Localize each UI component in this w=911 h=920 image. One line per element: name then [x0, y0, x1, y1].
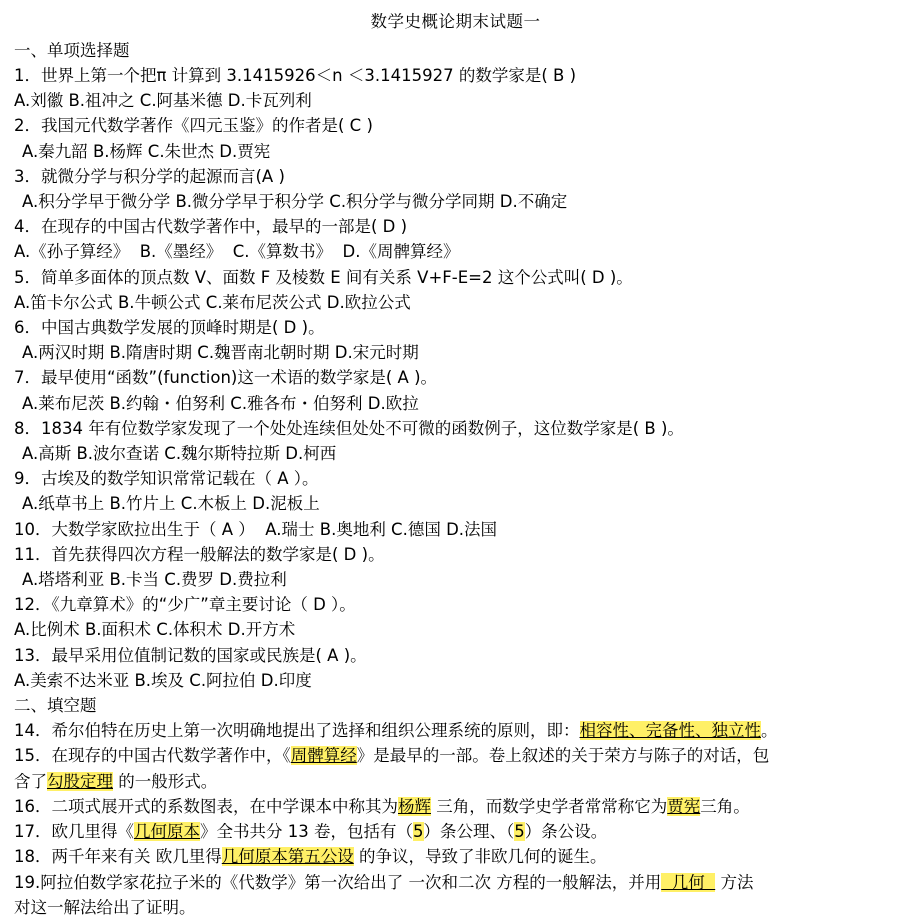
text-run: 2．我国元代数学著作《四元玉鉴》的作者是( C ) — [14, 116, 373, 136]
document-page — [0, 12, 911, 917]
text-run: A.比例术 B.面积术 C.体积术 D.开方术 — [14, 620, 296, 640]
text-run: A.笛卡尔公式 B.牛顿公式 C.莱布尼茨公式 D.欧拉公式 — [14, 292, 411, 312]
document-line — [14, 239, 897, 264]
document-line — [14, 466, 897, 491]
document-line — [14, 517, 897, 542]
highlighted-answer: 周髀算经 — [290, 746, 357, 766]
document-line — [14, 491, 897, 516]
text-run: 16．二项式展开式的系数图表，在中学课本中称其为 — [14, 796, 398, 816]
document-line — [14, 794, 897, 819]
document-line — [14, 567, 897, 592]
document-body — [0, 38, 911, 920]
text-run: 10．大数学家欧拉出生于（ A ） A.瑞士 B.奥地利 C.德国 D.法国 — [14, 519, 498, 539]
text-run: A.积分学早于微分学 B.微分学早于积分学 C.积分学与微分学同期 D.不确定 — [22, 192, 568, 212]
document-line — [14, 63, 897, 88]
document-line — [14, 340, 897, 365]
text-run: A.莱布尼茨 B.约翰・伯努利 C.雅各布・伯努利 D.欧拉 — [22, 393, 419, 413]
text-run: 3．就微分学与积分学的起源而言(A ) — [14, 166, 285, 186]
document-line — [14, 214, 897, 239]
text-run: 8．1834 年有位数学家发现了一个处处连续但处处不可微的函数例子，这位数学家是( B )。 — [14, 418, 684, 438]
text-run: 三角。 — [700, 796, 750, 816]
document-line — [14, 718, 897, 743]
document-line — [14, 391, 897, 416]
text-run: ）条公理、（ — [423, 822, 515, 842]
document-line — [14, 265, 897, 290]
document-line — [14, 315, 897, 340]
document-line — [14, 139, 897, 164]
text-run: 方法 — [715, 872, 754, 892]
document-line — [14, 164, 897, 189]
document-line — [14, 592, 897, 617]
document-line — [14, 365, 897, 390]
highlighted-answer: 杨辉 — [398, 796, 431, 816]
document-line — [14, 844, 897, 869]
highlighted-answer: 5 — [413, 822, 424, 842]
text-run: A.《孙子算经》 B.《墨经》 C.《算数书》 D.《周髀算经》 — [14, 242, 460, 262]
highlighted-answer: 相容性、完备性、独立性 — [579, 721, 761, 741]
text-run: 5．简单多面体的顶点数 V、面数 F 及棱数 E 间有关系 V+F-E=2 这个公式叫( D )。 — [14, 267, 633, 287]
text-run: ）条公设。 — [524, 822, 608, 842]
document-line — [14, 290, 897, 315]
text-run: 1．世界上第一个把π 计算到 3.1415926＜n ＜3.1415927 的数学家是( B ) — [14, 66, 577, 85]
document-line — [14, 819, 897, 844]
text-run: A.两汉时期 B.隋唐时期 C.魏晋南北朝时期 D.宋元时期 — [22, 343, 419, 363]
section-heading: 二、填空题 — [14, 696, 97, 716]
section-heading: 一、单项选择题 — [14, 40, 130, 60]
text-run: 18．两千年来有关 欧几里得 — [14, 847, 222, 867]
document-line — [14, 189, 897, 214]
document-line — [14, 870, 897, 895]
document-line — [14, 769, 897, 794]
document-line — [14, 617, 897, 642]
highlighted-answer: 5 — [514, 822, 525, 842]
page-title: 数学史概论期末试题一 — [370, 12, 541, 31]
document-line — [14, 743, 897, 768]
document-line — [14, 416, 897, 441]
text-run: A.高斯 B.波尔查诺 C.魏尔斯特拉斯 D.柯西 — [22, 444, 337, 464]
text-run: A.塔塔利亚 B.卡当 C.费罗 D.费拉利 — [22, 570, 287, 590]
text-run: 的一般形式。 — [113, 771, 218, 791]
document-line — [14, 668, 897, 693]
document-line — [14, 113, 897, 138]
text-run: A.美索不达米亚 B.埃及 C.阿拉伯 D.印度 — [14, 670, 312, 690]
text-run: 19.阿拉伯数学家花拉子米的《代数学》第一次给出了 一次和二次 方程的一般解法，并用 — [14, 872, 662, 892]
text-run: 15．在现存的中国古代数学著作中，《 — [14, 746, 291, 766]
text-run: 的争议，导致了非欧几何的诞生。 — [353, 847, 607, 867]
highlighted-answer: 几何原本 — [134, 822, 200, 842]
text-run: 4．在现存的中国古代数学著作中，最早的一部是( D ) — [14, 217, 408, 237]
highlighted-answer: 几何 — [661, 872, 716, 892]
text-run: 17．欧几里得《 — [14, 822, 134, 842]
document-line — [14, 542, 897, 567]
text-run: 》全书共分 13 卷，包括有（ — [200, 822, 413, 842]
text-run: 9．古埃及的数学知识常常记载在（ A ）。 — [14, 469, 319, 489]
text-run: A.秦九韶 B.杨辉 C.朱世杰 D.贾宪 — [22, 141, 271, 161]
text-run: 6．中国古典数学发展的顶峰时期是( D )。 — [14, 318, 325, 338]
text-run: 。 — [761, 721, 778, 741]
text-run: 14．希尔伯特在历史上第一次明确地提出了选择和组织公理系统的原则，即： — [14, 721, 580, 741]
text-run: 三角，而数学史学者常常称它为 — [431, 796, 668, 816]
document-line — [14, 441, 897, 466]
text-run: 11．首先获得四次方程一般解法的数学家是( D )。 — [14, 544, 385, 564]
highlighted-answer: 勾股定理 — [47, 771, 113, 791]
highlighted-answer: 几何原本第五公设 — [221, 847, 354, 867]
document-line — [14, 643, 897, 668]
text-run: 》是最早的一部。卷上叙述的关于荣方与陈子的对话，包 — [356, 746, 770, 766]
document-line — [14, 895, 897, 920]
text-run: 13．最早采用位值制记数的国家或民族是( A )。 — [14, 645, 367, 665]
text-run: 对这一解法给出了证明。 — [14, 897, 196, 917]
highlighted-answer: 贾宪 — [667, 796, 701, 816]
text-run: A.刘徽 B.祖冲之 C.阿基米德 D.卡瓦列利 — [14, 91, 312, 111]
text-run: 7．最早使用“函数”(function)这一术语的数学家是( A )。 — [14, 368, 438, 388]
text-run: 12．《九章算术》的“少广”章主要讨论（ D ）。 — [14, 595, 356, 615]
document-line — [14, 88, 897, 113]
text-run: A.纸草书上 B.竹片上 C.木板上 D.泥板上 — [22, 494, 320, 514]
text-run: 含了 — [14, 771, 47, 791]
